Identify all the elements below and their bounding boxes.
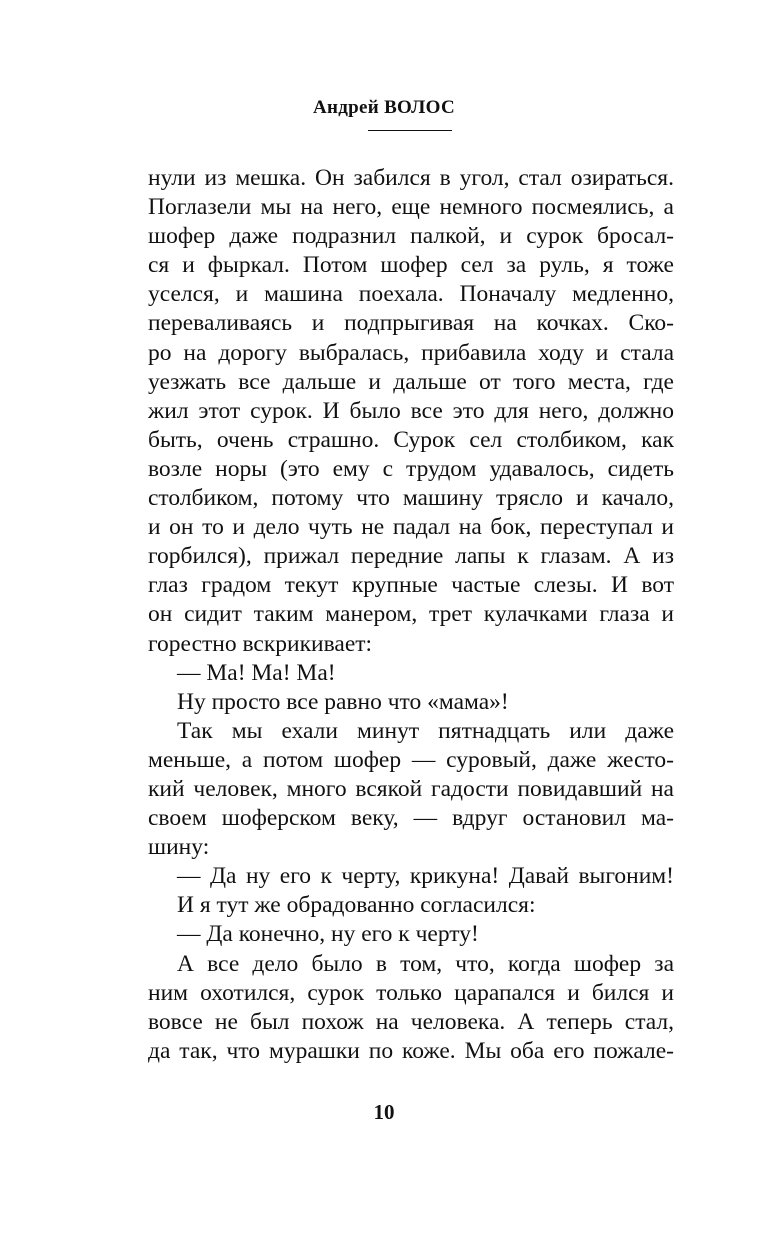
text-line: уезжать все дальше и дальше от того места, где — [148, 368, 674, 395]
text-line: столбиком, потому что машину трясло и качало, — [148, 485, 674, 512]
paragraph-line: А все дело было в том, что, когда шофер за — [177, 950, 674, 977]
page-number: 10 — [373, 1100, 395, 1124]
text-line: и он то и дело чуть не падал на бок, переступал и — [148, 514, 674, 541]
text-line: жил этот сурок. И было все это для него, должно — [148, 397, 674, 424]
text-line: глаз градом текут крупные частые слезы. И вот — [148, 572, 674, 599]
text-line: ся и фыркал. Потом шофер сел за руль, я тоже — [148, 252, 674, 279]
text-line: да так, что мурашки по коже. Мы оба его пожале- — [148, 1037, 674, 1064]
text-line: горбился), прижал передние лапы к глазам. А из — [148, 543, 674, 570]
dialogue-line: — Да ну его к черту, крикуна! Давай выгоним! — [177, 863, 674, 890]
running-title: Андрей ВОЛОС — [313, 97, 455, 118]
text-line: Поглазели мы на него, еще немного посмеялись, а — [148, 194, 674, 221]
body-text — [148, 164, 674, 1066]
text-line: ним охотился, сурок только царапался и бился и — [148, 979, 674, 1006]
text-line: переваливаясь и подпрыгивая на кочках. Ско- — [148, 310, 674, 337]
text-line: нули из мешка. Он забился в угол, стал озираться. — [148, 165, 674, 191]
text-line: шину: — [148, 834, 210, 861]
text-line: кий человек, много всякой гадости повидавший на — [148, 775, 674, 802]
text-line: возле норы (это ему с трудом удавалось, сидеть — [148, 455, 674, 482]
text-line: он сидит таким манером, трет кулачками глаза и — [148, 601, 674, 628]
paragraph-line: Так мы ехали минут пятнадцать или даже — [177, 717, 674, 744]
text-line: вовсе не был похож на человека. А теперь стал, — [148, 1008, 674, 1035]
paragraph-line: Ну просто все равно что «мама»! — [177, 688, 509, 715]
text-line: ро на дорогу выбралась, прибавила ходу и стала — [148, 339, 674, 366]
dialogue-line: — Да конечно, ну его к черту! — [177, 921, 479, 948]
text-line: быть, очень страшно. Сурок сел столбиком, как — [148, 426, 674, 453]
header-rule — [368, 130, 452, 131]
text-line: шофер даже подразнил палкой, и сурок бросал- — [148, 223, 674, 250]
dialogue-line: — Ма! Ма! Ма! — [177, 659, 336, 686]
paragraph-line: И я тут же обрадованно согласился: — [177, 892, 536, 919]
text-line: уселся, и машина поехала. Поначалу медленно, — [148, 281, 674, 308]
text-line: горестно вскрикивает: — [148, 630, 373, 657]
text-line: меньше, а потом шофер — суровый, даже жесто- — [148, 746, 674, 773]
text-line: своем шоферском веку, — вдруг остановил ма- — [148, 805, 674, 832]
